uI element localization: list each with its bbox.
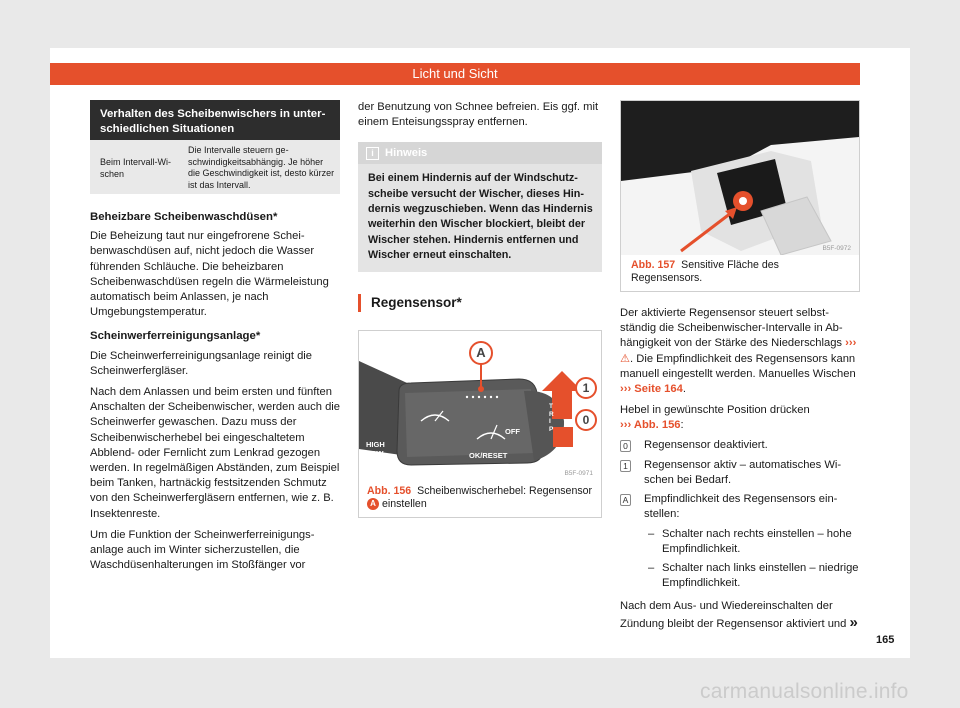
continue-arrow-icon: » xyxy=(849,613,858,631)
list-item xyxy=(644,527,860,557)
list-item xyxy=(644,561,860,591)
list-item-text: Schalter nach rechts einstellen – hohe Empfindlichkeit. xyxy=(662,527,852,555)
marker-a: A xyxy=(367,498,379,510)
text-run: Hebel in gewünschte Position drücken xyxy=(620,404,810,417)
lever-label-high: HIGH xyxy=(366,440,385,450)
lever-label-int: INT xyxy=(366,457,379,467)
page-ref-text: Seite 164 xyxy=(634,383,683,396)
callout-0: 0 xyxy=(575,409,597,431)
lever-label-off: OFF xyxy=(366,465,381,475)
caption-text: Sensitive Fläche des Regensensors. xyxy=(631,259,779,284)
lever-labels xyxy=(366,441,385,484)
lever-ok-reset: OK/RESET xyxy=(469,451,508,461)
ignition-note xyxy=(620,599,860,631)
rain-sensor-svg xyxy=(621,101,859,255)
ref-arrow: ››› xyxy=(845,337,857,350)
rain-sensor-photo xyxy=(621,101,859,255)
rain-sensor-heading: Regensensor* xyxy=(358,294,602,312)
dash-glyph: – xyxy=(648,527,655,540)
callout-a: A xyxy=(469,341,493,365)
note-label: Hinweis xyxy=(385,147,428,160)
chapter-header: Licht und Sicht xyxy=(50,63,860,85)
watermark: carmanualsonline.info xyxy=(700,680,909,703)
note-box xyxy=(358,142,602,272)
press-lever-instruction xyxy=(620,403,860,433)
figure-code: B5F-0972 xyxy=(822,245,851,252)
figure-ref-link[interactable] xyxy=(620,419,681,431)
list-item xyxy=(620,458,860,488)
headlight-washer-p1: Die Scheinwerferreinigungsanlage reinigt die Scheinwerfergläser. xyxy=(90,349,313,377)
position-list xyxy=(620,438,860,523)
figure-156-caption xyxy=(359,481,601,517)
wiper-lever-illustration xyxy=(359,331,601,484)
ref-arrow: ››› xyxy=(620,383,632,396)
lever-label-1x: 1x xyxy=(366,474,375,484)
column-right xyxy=(620,100,860,632)
page-number: 165 xyxy=(876,634,895,646)
headlight-washer-p2: Nach dem Anlassen und beim ersten und fünften Anschalten der Scheibenwischer, werden auch die Scheinwerfer gewaschen. Dazu muss der Scheibenwischerhebel bei eingeschaltetem Abblend- oder Fernlicht zum Lenkrad gezogen werden. In regelmäßigen Abständen, zum Beispiel beim Tanken, hartnäckig festsitzenden Schmutz von den Scheinwerfergläsern entfernen, wie z. B. Insektenreste. xyxy=(90,386,341,520)
list-item-text: Regensensor aktiv – automatisches Wischen bei Bedarf. xyxy=(644,458,842,487)
trip-r: R xyxy=(549,410,554,418)
heated-nozzles-text: Die Beheizung taut nur eingefrorene Scheibenwaschdüsen auf, nicht jedoch die Wasser führenden Schläuche. Die beheizbaren Scheibenwaschdüsen regeln die Wärmeleistung automatisch beim Anlassen, je nach Umgebungstemperatur. xyxy=(90,230,329,319)
text-run: . xyxy=(682,383,686,396)
lever-off-label: OFF xyxy=(505,427,520,437)
figure-157 xyxy=(620,100,860,292)
wiper-behavior-table xyxy=(90,100,340,194)
heated-nozzles-heading: Beheizbare Scheibenwaschdüsen* xyxy=(90,211,278,223)
trip-i: I xyxy=(549,418,551,426)
list-item-text: Regensensor deaktiviert. xyxy=(644,438,768,451)
figure-156 xyxy=(358,330,602,518)
lever-label-low: LOW xyxy=(366,448,384,458)
caption-text-b: einstellen xyxy=(381,498,427,511)
figure-number: Abb. 156 xyxy=(367,485,412,498)
list-item-text: Schalter nach links einstellen – niedrige Empfindlichkeit. xyxy=(662,562,859,590)
key-badge: A xyxy=(620,494,631,506)
key-badge: 0 xyxy=(620,440,631,452)
caption-text-a: Scheibenwischerhebel: Regensensor xyxy=(417,485,593,498)
headlight-washer-heading: Scheinwerferreinigungsanlage* xyxy=(90,330,261,343)
list-item xyxy=(620,492,860,522)
table-row xyxy=(90,140,340,194)
sensitivity-sublist xyxy=(644,527,860,592)
callout-1: 1 xyxy=(575,377,597,399)
list-item xyxy=(620,438,860,454)
info-icon: i xyxy=(366,147,379,160)
figure-ref-text: Abb. 156 xyxy=(633,419,681,432)
column-left xyxy=(90,100,340,573)
headlight-washer-p3-continued: der Benutzung von Schnee befreien. Eis ggf. mit einem Enteisungsspray entfernen. xyxy=(358,101,599,129)
table-cell-behavior: Die Intervalle steuern geschwindigkeitsabhängig. Je höher die Geschwindigkeit ist, desto kürzer ist das Intervall. xyxy=(188,145,335,190)
note-text: Bei einem Hindernis auf der Windschutzscheibe versucht der Wischer, dieses Hindernis wegzuschieben. Wenn das Hindernis weiterhin den Wischer blockiert, bleibt der Wischer stehen. Hindernis entfernen und Wischer erneut einschalten. xyxy=(368,172,593,261)
text-run: : xyxy=(680,419,684,432)
note-header xyxy=(358,142,602,164)
key-badge: 1 xyxy=(620,460,631,472)
headlight-washer-p3: Um die Funktion der Scheinwerferreinigungsanlage auch im Winter sicherzustellen, die Waschdüsenhalterungen im Stoßfänger vor xyxy=(90,528,315,572)
table-cell-situation: Beim Intervall-Wischen xyxy=(100,157,172,179)
figure-number: Abb. 157 xyxy=(631,259,676,271)
figure-code: B5F-0971 xyxy=(564,470,593,478)
table-title: Verhalten des Scheibenwischers in unterschiedlichen Situationen xyxy=(90,100,340,140)
column-middle xyxy=(358,100,602,518)
rain-sensor-intro xyxy=(620,306,860,397)
ref-arrow: ››› xyxy=(620,419,632,432)
trip-p: P xyxy=(549,425,554,433)
text-run: . Die Empfindlichkeit des Regensensors kann manuell eingestellt werden. Manuelles Wischen xyxy=(620,352,856,380)
dash-glyph: – xyxy=(648,562,655,575)
trip-labels xyxy=(549,403,554,433)
text-run: Nach dem Aus- und Wiedereinschalten der Zündung bleibt der Regensensor aktiviert und xyxy=(620,600,847,630)
page-ref-link[interactable] xyxy=(620,383,683,395)
list-item-text: Empfindlichkeit des Regensensors einstellen: xyxy=(644,493,838,521)
trip-t: T xyxy=(549,403,553,411)
text-run: Der aktivierte Regensensor steuert selbstständig die Scheibenwischer-Intervalle in Abhängigkeit von der Stärke des Niederschlags xyxy=(620,307,843,350)
warning-icon: ⚠ xyxy=(620,352,631,365)
figure-157-caption xyxy=(621,255,859,291)
